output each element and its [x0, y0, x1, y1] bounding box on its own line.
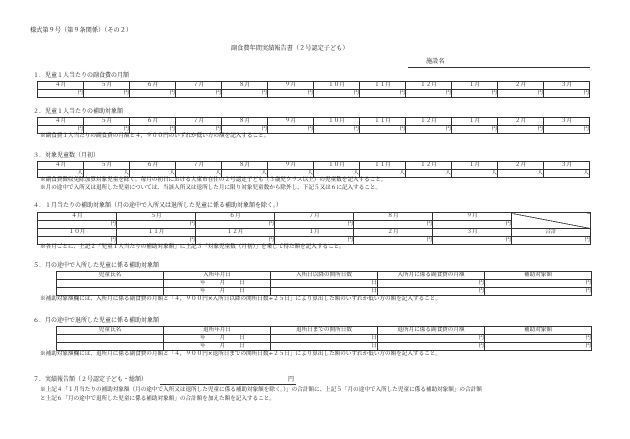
- month-header: ９月: [268, 118, 314, 126]
- total-header: 合計: [512, 229, 591, 237]
- month-header: ４月: [38, 118, 84, 126]
- month-header: ８月: [222, 82, 268, 90]
- month-header-row: [38, 213, 591, 221]
- col-header-monthly-fee: 退所月に係る副食費の月額: [378, 327, 485, 335]
- amount-cell[interactable]: 円: [485, 335, 592, 343]
- amount-cell[interactable]: 円: [360, 126, 406, 134]
- amount-cell[interactable]: 円: [275, 237, 354, 245]
- amount-cell[interactable]: 円: [38, 126, 84, 134]
- section-5-heading: ５．月の途中で入所した児童に係る補助対象額: [33, 262, 160, 269]
- amount-cell[interactable]: 円: [268, 90, 314, 98]
- month-header: １１月: [360, 118, 406, 126]
- count-cell[interactable]: 人: [176, 170, 222, 178]
- section-4-note: ※各月ごとに、上記２「児童１人当たりの補助対象額」に上記３「対象児童数（月初）」を乗じて得た額を記入すること。: [40, 244, 345, 250]
- section-3-heading: ３．対象児童数（月初）: [33, 152, 100, 159]
- amount-cell[interactable]: 円: [38, 237, 117, 245]
- child-name-cell[interactable]: [57, 280, 164, 288]
- total-amount-cell[interactable]: 円: [512, 237, 591, 245]
- amount-cell[interactable]: 円: [268, 126, 314, 134]
- section-3-note-2: ※月の途中で入所又は退所した児童については、当該入所又は退所した月に限り対象児童数から除外し、下記５又は６に記入すること。: [40, 185, 382, 191]
- month-header: ８月: [222, 118, 268, 126]
- month-header: ９月: [268, 82, 314, 90]
- month-header-row: [38, 229, 591, 237]
- month-header: １月: [452, 162, 498, 170]
- amount-cell[interactable]: 円: [222, 126, 268, 134]
- month-header: ３月: [544, 82, 590, 90]
- facility-name-field[interactable]: [408, 59, 590, 68]
- amount-cell[interactable]: 円: [433, 237, 512, 245]
- month-header: １１月: [117, 229, 196, 237]
- month-header: ４月: [38, 162, 84, 170]
- month-header: ７月: [176, 162, 222, 170]
- count-cell[interactable]: 人: [360, 170, 406, 178]
- amount-cell[interactable]: 円: [84, 90, 130, 98]
- month-header: ９月: [433, 213, 512, 221]
- yen-unit: 円: [287, 376, 294, 383]
- col-header-subsidy: 補助対象額: [485, 327, 592, 335]
- month-header: ５月: [117, 213, 196, 221]
- month-header: ５月: [84, 82, 130, 90]
- month-header: ２月: [498, 118, 544, 126]
- section-7-note-1: ※上記４「１月当たりの補助対象額（月の途中で入所又は退所した児童に係る補助対象額を除く。）」の合計額に、上記５「月の途中で入所した児童に係る補助対象額」の合計額: [40, 387, 482, 393]
- value-row: [38, 221, 591, 229]
- section-7-heading: ７．実績報告額（２号認定子ども・総額）: [33, 376, 148, 383]
- month-header: ３月: [433, 229, 512, 237]
- month-header: ２月: [354, 229, 433, 237]
- col-header-date: 入所年月日: [164, 272, 271, 280]
- month-header: ２月: [498, 162, 544, 170]
- col-header-subsidy: 補助対象額: [485, 272, 592, 280]
- month-header: ７月: [176, 82, 222, 90]
- month-header: ５月: [84, 118, 130, 126]
- section-7-note-2: と上記６「月の途中で退所した児童に係る補助対象額」の合計額を加えた額を記入すること。: [40, 396, 275, 402]
- days-cell[interactable]: 日: [271, 280, 378, 288]
- amount-cell[interactable]: 円: [485, 343, 592, 351]
- table-row: [57, 343, 592, 351]
- amount-cell[interactable]: 円: [176, 90, 222, 98]
- month-header: １月: [275, 229, 354, 237]
- amount-cell[interactable]: 円: [84, 126, 130, 134]
- amount-cell[interactable]: 円: [498, 90, 544, 98]
- date-cell[interactable]: 年 月 日: [164, 335, 271, 343]
- month-header: ２月: [498, 82, 544, 90]
- month-header: ９月: [268, 162, 314, 170]
- section-6-heading: ６．月の途中で退所した児童に係る補助対象額: [33, 317, 160, 324]
- date-cell[interactable]: 年 月 日: [164, 288, 271, 296]
- amount-cell[interactable]: 円: [38, 221, 117, 229]
- month-header: ３月: [544, 118, 590, 126]
- count-cell[interactable]: 人: [314, 170, 360, 178]
- amount-cell[interactable]: 円: [314, 90, 360, 98]
- month-header: ６月: [130, 82, 176, 90]
- amount-cell[interactable]: 円: [378, 280, 485, 288]
- days-cell[interactable]: 日: [271, 335, 378, 343]
- amount-cell[interactable]: 円: [378, 288, 485, 296]
- amount-cell[interactable]: 円: [130, 126, 176, 134]
- month-header: ４月: [38, 213, 117, 221]
- section-2-heading: ２．児童１人当たりの補助対象額: [33, 108, 124, 115]
- section-4-table: [37, 212, 591, 245]
- amount-cell[interactable]: 円: [406, 90, 452, 98]
- date-cell[interactable]: 年 月 日: [164, 343, 271, 351]
- month-header: １月: [452, 82, 498, 90]
- month-header: １０月: [314, 82, 360, 90]
- count-cell[interactable]: 人: [222, 170, 268, 178]
- facility-name-label: 施設名: [426, 58, 445, 65]
- amount-cell[interactable]: 円: [354, 237, 433, 245]
- count-cell[interactable]: 人: [544, 170, 590, 178]
- count-cell[interactable]: 人: [130, 170, 176, 178]
- table-row: [57, 335, 592, 343]
- header-row: [57, 327, 592, 335]
- month-header: ６月: [130, 118, 176, 126]
- page-title: 副食費年間実績報告書（２号認定子ども）: [231, 45, 349, 52]
- col-header-days: 退所日までの開所日数: [271, 327, 378, 335]
- month-header: ８月: [354, 213, 433, 221]
- section-1-table: [37, 81, 590, 98]
- amount-cell[interactable]: 円: [378, 343, 485, 351]
- amount-cell[interactable]: 円: [275, 221, 354, 229]
- date-cell[interactable]: 年 月 日: [164, 280, 271, 288]
- child-name-cell[interactable]: [57, 343, 164, 351]
- amount-cell[interactable]: 円: [498, 126, 544, 134]
- amount-cell[interactable]: 円: [38, 90, 84, 98]
- col-header-date: 退所年月日: [164, 327, 271, 335]
- amount-cell[interactable]: 円: [196, 221, 275, 229]
- section-4-heading: ４．１月当たりの補助対象額（月の途中で入所又は退所した児童に係る補助対象額を除く。）: [33, 202, 282, 209]
- amount-cell[interactable]: 円: [485, 280, 592, 288]
- amount-cell[interactable]: 円: [176, 126, 222, 134]
- month-header: １２月: [406, 162, 452, 170]
- month-header: ６月: [130, 162, 176, 170]
- section-5-note: ※補助対象額欄には、入所月に係る副食費の月額と「４，９００円×入所日以降の開所日数÷２５日」により算出した額のいずれか低い方の額を記入すること。: [40, 296, 441, 302]
- amount-cell[interactable]: 円: [117, 221, 196, 229]
- section-3-table: [37, 161, 590, 178]
- amount-cell[interactable]: 円: [222, 90, 268, 98]
- month-header: １２月: [406, 82, 452, 90]
- count-cell[interactable]: 人: [452, 170, 498, 178]
- count-cell[interactable]: 人: [84, 170, 130, 178]
- month-header: １０月: [38, 229, 117, 237]
- amount-cell[interactable]: 円: [117, 237, 196, 245]
- table-row: [57, 288, 592, 296]
- month-header: ７月: [176, 118, 222, 126]
- month-header-row: [38, 162, 590, 170]
- amount-cell[interactable]: 円: [452, 90, 498, 98]
- amount-cell[interactable]: 円: [544, 126, 590, 134]
- amount-cell[interactable]: 円: [406, 126, 452, 134]
- value-row: [38, 90, 590, 98]
- month-header: ４月: [38, 82, 84, 90]
- month-header: １月: [452, 118, 498, 126]
- col-header-monthly-fee: 入所月に係る副食費の月額: [378, 272, 485, 280]
- form-number: 様式第９号（第９条関係）（その２）: [30, 27, 133, 34]
- count-cell[interactable]: 人: [406, 170, 452, 178]
- amount-cell[interactable]: 円: [433, 221, 512, 229]
- col-header-child-name: 児童氏名: [57, 327, 164, 335]
- section-2-note: ※副食費１人当たりの副食費の月額と４，９００円のいずれか低い方の額を記入すること。: [40, 133, 270, 139]
- section-2-table: [37, 117, 590, 134]
- section-6-table: [56, 326, 592, 351]
- amount-cell[interactable]: 円: [485, 288, 592, 296]
- child-name-cell[interactable]: [57, 335, 164, 343]
- count-cell[interactable]: 人: [268, 170, 314, 178]
- amount-cell[interactable]: 円: [544, 90, 590, 98]
- month-header: ８月: [222, 162, 268, 170]
- header-row: [57, 272, 592, 280]
- month-header: ３月: [544, 162, 590, 170]
- month-header: １０月: [314, 162, 360, 170]
- month-header: １２月: [196, 229, 275, 237]
- month-header: １０月: [314, 118, 360, 126]
- month-header: ７月: [275, 213, 354, 221]
- amount-cell[interactable]: 円: [378, 335, 485, 343]
- month-header-row: [38, 118, 590, 126]
- amount-cell[interactable]: 円: [452, 126, 498, 134]
- count-cell[interactable]: 人: [38, 170, 84, 178]
- child-name-cell[interactable]: [57, 288, 164, 296]
- amount-cell[interactable]: 円: [196, 237, 275, 245]
- col-header-days: 入所日以降の開所日数: [271, 272, 378, 280]
- month-header-row: [38, 82, 590, 90]
- section-3-note-1: ※副食費徴収免除加算対象児童を除く。毎月の初日における大東市在住の２号認定子ども（３歳児クラス以上）の児童数を記入すること。: [40, 177, 387, 183]
- month-header: ５月: [84, 162, 130, 170]
- amount-cell[interactable]: 円: [130, 90, 176, 98]
- month-header: １１月: [360, 162, 406, 170]
- amount-cell[interactable]: 円: [360, 90, 406, 98]
- count-cell[interactable]: 人: [498, 170, 544, 178]
- section-5-table: [56, 271, 592, 296]
- month-header: ６月: [196, 213, 275, 221]
- month-header: １１月: [360, 82, 406, 90]
- blank-cell: [512, 213, 591, 229]
- month-header: １２月: [406, 118, 452, 126]
- amount-cell[interactable]: 円: [354, 221, 433, 229]
- section-1-heading: １．児童１人当たりの副食費の月額: [33, 72, 130, 79]
- table-row: [57, 280, 592, 288]
- amount-cell[interactable]: 円: [314, 126, 360, 134]
- col-header-child-name: 児童氏名: [57, 272, 164, 280]
- total-report-amount-field[interactable]: [160, 377, 296, 385]
- days-cell[interactable]: 日: [271, 288, 378, 296]
- days-cell[interactable]: 日: [271, 343, 378, 351]
- section-6-note: ※補助対象額欄には、退所月に係る副食費の月額と「４，９００円×退所日までの開所日数÷２５日」により算出した額のいずれか低い方の額を記入すること。: [40, 351, 441, 357]
